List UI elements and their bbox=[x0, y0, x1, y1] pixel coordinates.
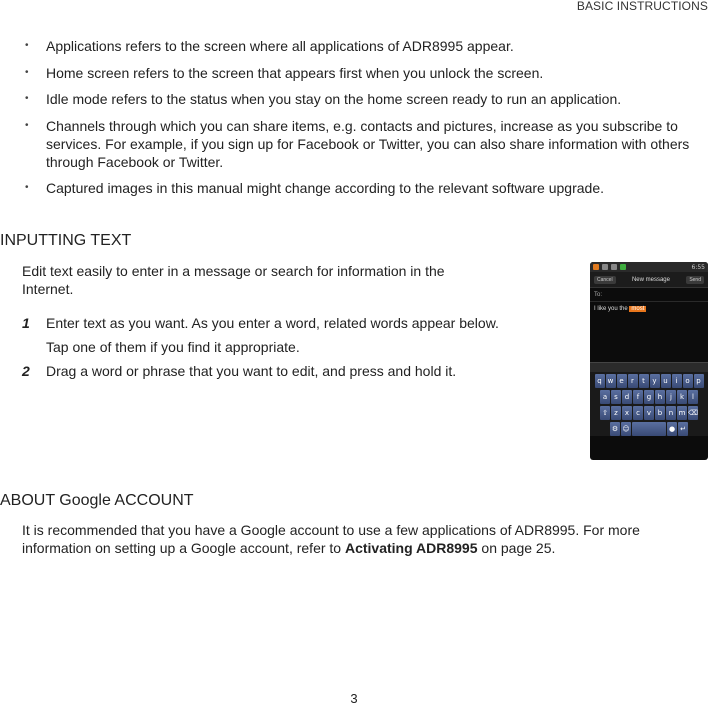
step-item bbox=[22, 362, 562, 380]
step-item bbox=[22, 314, 562, 356]
phone-suggestion-bar bbox=[590, 362, 708, 372]
mic-key-icon: ● bbox=[667, 422, 677, 436]
keyboard-key: w bbox=[606, 374, 616, 388]
space-key bbox=[632, 422, 666, 436]
keyboard-key: z bbox=[611, 406, 621, 420]
keyboard-key: v bbox=[644, 406, 654, 420]
step-subtext: Tap one of them if you find it appropriate. bbox=[46, 339, 300, 355]
battery-icon bbox=[620, 264, 626, 270]
backspace-key-icon: ⌫ bbox=[688, 406, 698, 420]
keyboard-key: x bbox=[622, 406, 632, 420]
phone-highlighted-word: most bbox=[631, 306, 645, 312]
phone-clock: 6:55 bbox=[691, 263, 705, 271]
keyboard-key: n bbox=[666, 406, 676, 420]
bullet-item: • Applications refers to the screen where all applications of ADR8995 appear. bbox=[24, 37, 708, 55]
keyboard-key: e bbox=[617, 374, 627, 388]
phone-message-body bbox=[590, 302, 708, 362]
step-number: 1 bbox=[22, 315, 30, 331]
notification-icon bbox=[593, 264, 599, 270]
bullet-item: • Channels through which you can share items, e.g. contacts and pictures, increase as you subscribe to services. For example, if you sign up for Facebook or Twitter, you can also share information with others through Facebook or Twitter. bbox=[24, 117, 708, 171]
notification-icon bbox=[611, 264, 617, 270]
keyboard-key: i bbox=[672, 374, 682, 388]
step-text: Drag a word or phrase that you want to edit, and press and hold it. bbox=[46, 363, 457, 379]
keyboard-key: a bbox=[600, 390, 610, 404]
phone-keyboard bbox=[590, 372, 708, 436]
phone-send-button: Send bbox=[686, 276, 704, 284]
symbols-key-icon: ☺ bbox=[621, 422, 631, 436]
phone-status-bar bbox=[590, 262, 708, 272]
activating-link[interactable]: Activating ADR8995 bbox=[344, 540, 478, 556]
bullet-list bbox=[24, 37, 708, 206]
google-account-text bbox=[22, 521, 702, 557]
keyboard-row bbox=[592, 390, 706, 404]
keyboard-key: g bbox=[644, 390, 654, 404]
phone-message-text: I like you the bbox=[594, 306, 628, 312]
section-title-inputting-text: INPUTTING TEXT bbox=[0, 232, 132, 249]
keyboard-key: o bbox=[683, 374, 693, 388]
running-header: BASIC INSTRUCTIONS bbox=[576, 0, 708, 13]
phone-to-field: To: bbox=[590, 288, 708, 302]
keyboard-row bbox=[592, 422, 706, 436]
keyboard-key: y bbox=[650, 374, 660, 388]
keyboard-key: c bbox=[633, 406, 643, 420]
google-account-text-before: It is recommended that you have a Google account to use a few applications of ADR8995. For more information on setting up a Google account, refer to bbox=[22, 522, 640, 556]
keyboard-key: f bbox=[633, 390, 643, 404]
bullet-item: • Idle mode refers to the status when you stay on the home screen ready to run an application. bbox=[24, 90, 708, 108]
keyboard-key: b bbox=[655, 406, 665, 420]
notification-icon bbox=[602, 264, 608, 270]
phone-cancel-button: Cancel bbox=[594, 276, 616, 284]
keyboard-key: k bbox=[677, 390, 687, 404]
phone-title-bar bbox=[590, 272, 708, 288]
bullet-item: • Home screen refers to the screen that appears first when you unlock the screen. bbox=[24, 64, 708, 82]
phone-title: New message bbox=[631, 276, 670, 283]
keyboard-key: m bbox=[677, 406, 687, 420]
section-title-google-account: ABOUT Google ACCOUNT bbox=[0, 492, 194, 509]
keyboard-key: t bbox=[639, 374, 649, 388]
shift-key-icon: ⇧ bbox=[600, 406, 610, 420]
step-number: 2 bbox=[22, 363, 30, 379]
google-account-text-after: on page 25. bbox=[477, 540, 556, 556]
enter-key-icon: ↵ bbox=[678, 422, 688, 436]
phone-screenshot bbox=[590, 262, 708, 460]
page-number: 3 bbox=[350, 691, 358, 706]
keyboard-key: h bbox=[655, 390, 665, 404]
keyboard-key: q bbox=[595, 374, 605, 388]
keyboard-key: s bbox=[611, 390, 621, 404]
keyboard-row bbox=[592, 374, 706, 388]
bullet-item: • Captured images in this manual might change according to the relevant software upgrade. bbox=[24, 179, 708, 197]
keyboard-key: j bbox=[666, 390, 676, 404]
keyboard-key: d bbox=[622, 390, 632, 404]
inputting-text-intro: Edit text easily to enter in a message or search for information in the Internet. bbox=[22, 263, 445, 297]
keyboard-key: u bbox=[661, 374, 671, 388]
keyboard-row bbox=[592, 406, 706, 420]
step-text: Enter text as you want. As you enter a word, related words appear below. bbox=[46, 315, 499, 331]
keyboard-key: r bbox=[628, 374, 638, 388]
settings-key-icon: ⚙ bbox=[610, 422, 620, 436]
keyboard-key: p bbox=[694, 374, 704, 388]
steps-list bbox=[22, 314, 562, 380]
keyboard-key: l bbox=[688, 390, 698, 404]
